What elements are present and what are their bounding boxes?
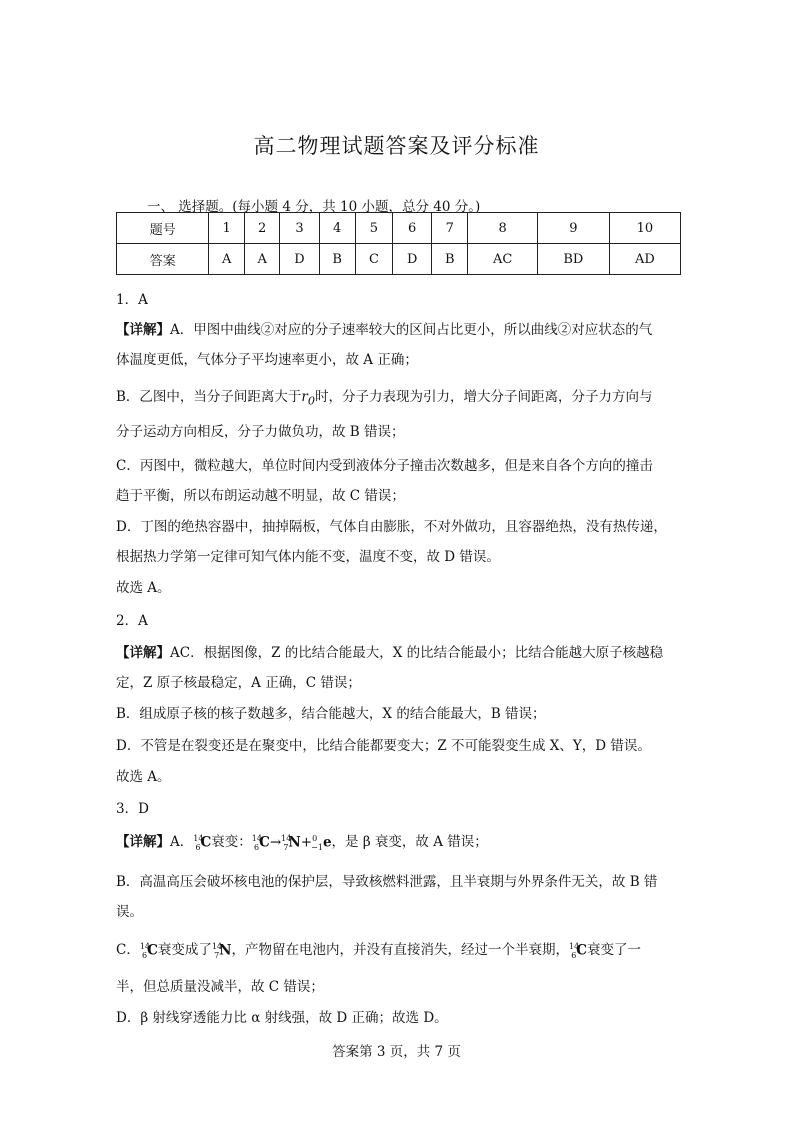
- table-cell: 3: [280, 213, 319, 244]
- q1-line: 根据热力学第一定律可知气体内能不变，温度不变，故 D 错误。: [116, 549, 500, 565]
- explain-tag: 【详解】: [116, 645, 170, 661]
- q1-text: A．甲图中曲线②对应的分子速率较大的区间占比更小，所以曲线②对应状态的气: [170, 322, 653, 338]
- q1-text: 时，分子力表现为引力，增大分子间距离，分子力方向与: [315, 389, 653, 405]
- q1-line: C．丙图中，微粒越大，单位时间内受到液体分子撞击次数越多，但是来自各个方向的撞击: [116, 458, 653, 474]
- q2-line: 定，Z 原子核最稳定，A 正确，C 错误；: [116, 675, 361, 691]
- explain-tag: 【详解】: [116, 322, 170, 338]
- q1-line: [116, 318, 652, 338]
- q1-line: 趋于平衡，所以布朗运动越不明显，故 C 错误；: [116, 488, 405, 504]
- table-row: [117, 244, 681, 275]
- q2-line: [116, 641, 663, 661]
- table-cell: 10: [609, 213, 680, 244]
- q1-heading: 1．A: [116, 292, 148, 308]
- r0-symbol: $r_0$: [301, 389, 316, 408]
- q1-line: 故选 A。: [116, 580, 171, 596]
- table-cell: C: [355, 244, 392, 275]
- page-title: 高二物理试题答案及评分标准: [253, 134, 540, 158]
- q1-line: 分子运动方向相反，分子力做负功，故 B 错误；: [116, 424, 405, 440]
- q3-line: 【详解】A．$^{14}_6$C衰变：$^{14}_6$C→$^{14}_7$N+$^0_{-1}$e，是 β 衰变，故 A 错误；: [116, 833, 488, 852]
- q1-line: D．丁图的绝热容器中，抽掉隔板，气体自由膨胀，不对外做功，且容器绝热，没有热传递，: [116, 519, 667, 535]
- nitrogen14-isotope: $^{14}_7$N: [211, 941, 232, 960]
- table-cell: B: [319, 244, 355, 275]
- q1-text: B．乙图中，当分子间距离大于: [116, 389, 302, 405]
- table-cell: AD: [609, 244, 680, 275]
- q2-line: B．组成原子核的核子数越多，结合能越大，X 的结合能最大，B 错误；: [116, 706, 546, 722]
- table-cell: AC: [468, 244, 538, 275]
- table-cell: 2: [244, 213, 280, 244]
- carbon14-isotope: $^{14}_6$C: [569, 941, 588, 960]
- table-cell: 9: [537, 213, 609, 244]
- table-cell: 8: [468, 213, 538, 244]
- section-heading: 一、 选择题。(每小题 4 分，共 10 小题，总分 40 分。): [147, 199, 481, 215]
- table-cell: A: [244, 244, 280, 275]
- decay-equation: $^{14}_6$C→$^{14}_7$N+$^0_{-1}$e: [251, 833, 332, 852]
- table-cell: 4: [319, 213, 355, 244]
- table-cell: D: [280, 244, 319, 275]
- table-cell: 6: [393, 213, 432, 244]
- q2-heading: 2．A: [116, 613, 148, 629]
- q2-line: 故选 A。: [116, 769, 171, 785]
- q3-heading: 3．D: [116, 801, 149, 817]
- table-cell: 7: [432, 213, 468, 244]
- page-footer: 答案第 3 页，共 7 页: [332, 1044, 461, 1060]
- table-cell: 答案: [117, 244, 209, 275]
- table-row: [117, 213, 681, 244]
- answer-table: [116, 212, 681, 275]
- q2-text: AC．根据图像，Z 的比结合能最大，X 的比结合能最小；比结合能越大原子核越稳: [170, 645, 664, 661]
- q3-line: C．$^{14}_6$C衰变成了$^{14}_7$N，产物留在电池内，并没有直接消失，经过一个半衰期，$^{14}_6$C衰变了一: [116, 941, 642, 960]
- table-cell: 1: [209, 213, 245, 244]
- table-cell: 5: [355, 213, 392, 244]
- table-cell: D: [393, 244, 432, 275]
- carbon14-isotope: $^{14}_6$C: [139, 941, 158, 960]
- explain-tag: 【详解】: [116, 834, 170, 850]
- q3-line: D．β 射线穿透能力比 α 射线强，故 D 正确；故选 D。: [116, 1010, 448, 1026]
- q3-line: B．高温高压会破坏核电池的保护层，导致核燃料泄露，且半衰期与外界条件无关，故 B 错: [116, 874, 658, 890]
- q2-line: D．不管是在裂变还是在聚变中，比结合能都要变大；Z 不可能裂变生成 X、Y，D 错误。: [116, 738, 651, 754]
- table-cell: A: [209, 244, 245, 275]
- carbon14-isotope: $^{14}_6$C: [193, 833, 212, 852]
- q3-line: 误。: [116, 904, 143, 920]
- table-cell: B: [432, 244, 468, 275]
- q1-line: [116, 385, 653, 408]
- q1-line: 体温度更低，气体分子平均速率更小，故 A 正确；: [116, 352, 418, 368]
- q3-line: 半，但总质量没减半，故 C 错误；: [116, 979, 324, 995]
- table-cell: 题号: [117, 213, 209, 244]
- table-cell: BD: [537, 244, 609, 275]
